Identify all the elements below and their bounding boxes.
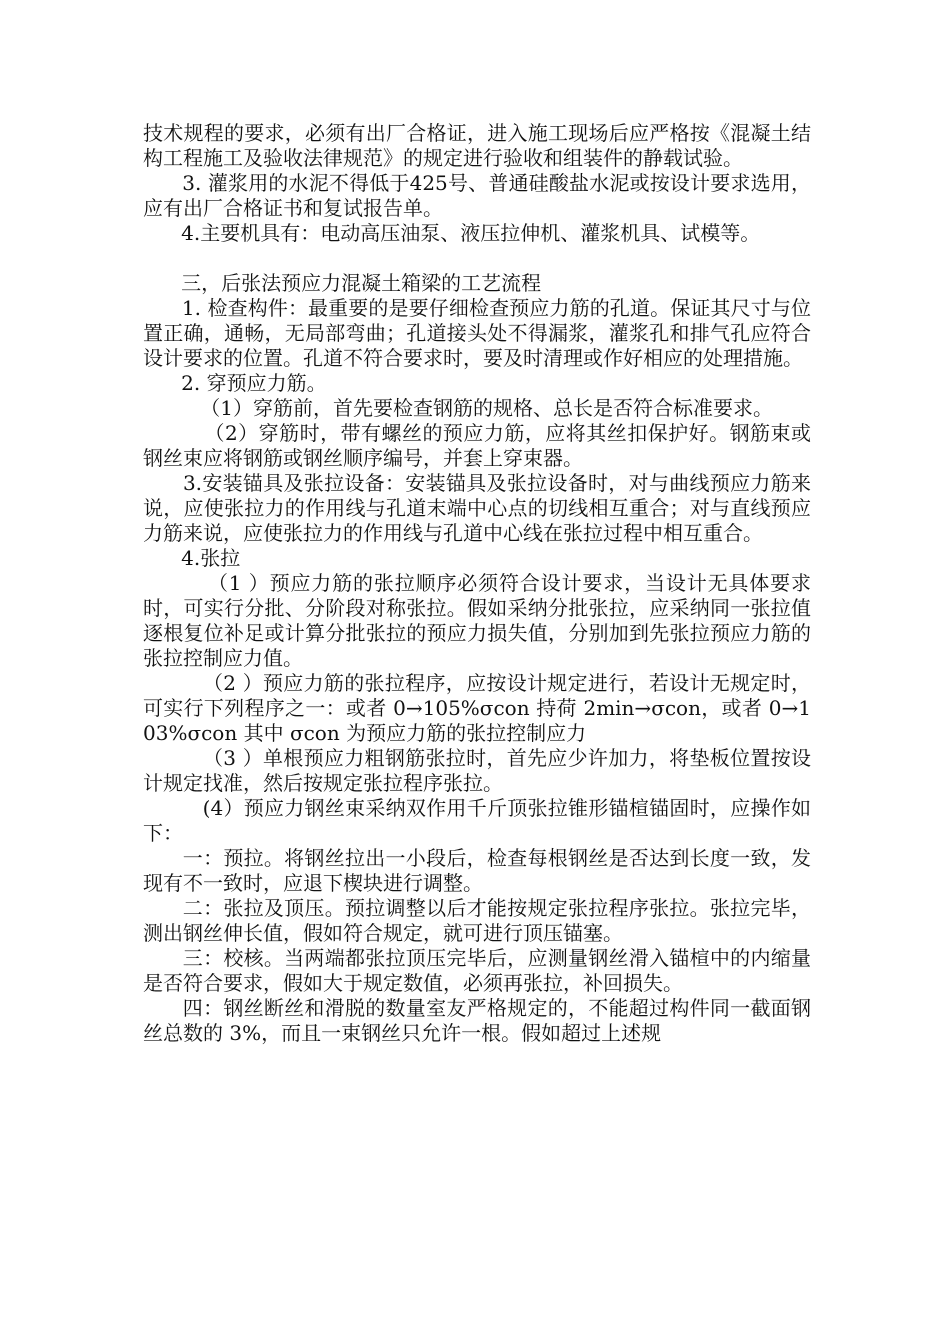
paragraph-step-check: 三：校核。当两端都张拉顶压完毕后，应测量钢丝滑入锚楦中的内缩量是否符合要求，假如大于规定数值，必须再张拉，补回损失。 (143, 946, 811, 995)
paragraph-main-equipment: 4.主要机具有：电动高压油泵、液压拉伸机、灌浆机具、试模等。 (143, 221, 761, 245)
section-heading-process: 三，后张法预应力混凝土箱梁的工艺流程 (143, 271, 542, 295)
blank-line (143, 246, 811, 271)
paragraph-technical-spec: 技术规程的要求，必须有出厂合格证，进入施工现场后应严格按《混凝土结构工程施工及验收法律规范》的规定进行验收和组装件的静载试验。 (143, 121, 811, 170)
paragraph-wire-bundle: (4）预应力钢丝束采纳双作用千斤顶张拉锥形锚楦锚固时，应操作如下： (143, 796, 812, 845)
paragraph-step-tension-press: 二：张拉及顶压。预拉调整以后才能按规定张拉程序张拉。张拉完毕，测出钢丝伸长值，假如符合规定，就可进行顶压锚塞。 (143, 896, 811, 945)
paragraph-cement-requirement: 3. 灌浆用的水泥不得低于425号、普通硅酸盐水泥或按设计要求选用，应有出厂合格证书和复试报告单。 (143, 171, 811, 220)
paragraph-tension-procedure: （2 ）预应力筋的张拉程序，应按设计规定进行，若设计无规定时，可实行下列程序之一：或者 0→105%σcon 持荷 2min→σcon，或者 0→103%σcon 其中 σcon 为预应力筋的张拉控制应力 (143, 671, 812, 745)
paragraph-install-anchors: 3.安装锚具及张拉设备：安装锚具及张拉设备时，对与曲线预应力筋来说，应使张拉力的作用线与孔道末端中心点的切线相互重合；对与直线预应力筋来说，应使张拉力的作用线与孔道中心线在张拉过程中相互重合。 (143, 471, 811, 545)
paragraph-step-breakage: 四：钢丝断丝和滑脱的数量室友严格规定的，不能超过构件同一截面钢丝总数的 3%，而且一束钢丝只允许一根。假如超过上述规 (143, 996, 811, 1045)
paragraph-step-pretension: 一：预拉。将钢丝拉出一小段后，检查每根钢丝是否达到长度一致，发现有不一致时，应退下楔块进行调整。 (143, 846, 811, 895)
paragraph-inspect-components: 1. 检查构件：最重要的是要仔细检查预应力筋的孔道。保证其尺寸与位置正确，通畅，无局部弯曲；孔道接头处不得漏浆，灌浆孔和排气孔应符合设计要求的位置。孔道不符合要求时，要及时清理或作好相应的处理措施。 (143, 296, 811, 370)
paragraph-during-threading: （2）穿筋时，带有螺丝的预应力筋，应将其丝扣保护好。钢筋束或钢丝束应将钢筋或钢丝顺序编号，并套上穿束器。 (143, 421, 811, 470)
paragraph-tensioning: 4.张拉 (143, 546, 241, 570)
paragraph-thread-tendons: 2. 穿预应力筋。 (143, 371, 327, 395)
paragraph-tension-order: （1 ）预应力筋的张拉顺序必须符合设计要求，当设计无具体要求时，可实行分批、分阶段对称张拉。假如采纳分批张拉，应采纳同一张拉值逐根复位补足或计算分批张拉的预应力损失值，分别加到先张拉预应力筋的张拉控制应力值。 (143, 571, 811, 670)
document-body (143, 121, 811, 1046)
paragraph-before-threading: （1）穿筋前，首先要检查钢筋的规格、总长是否符合标准要求。 (143, 396, 773, 420)
paragraph-single-bar-tension: （3 ）单根预应力粗钢筋张拉时，首先应少许加力，将垫板位置按设计规定找准，然后按规定张拉程序张拉。 (143, 746, 812, 795)
